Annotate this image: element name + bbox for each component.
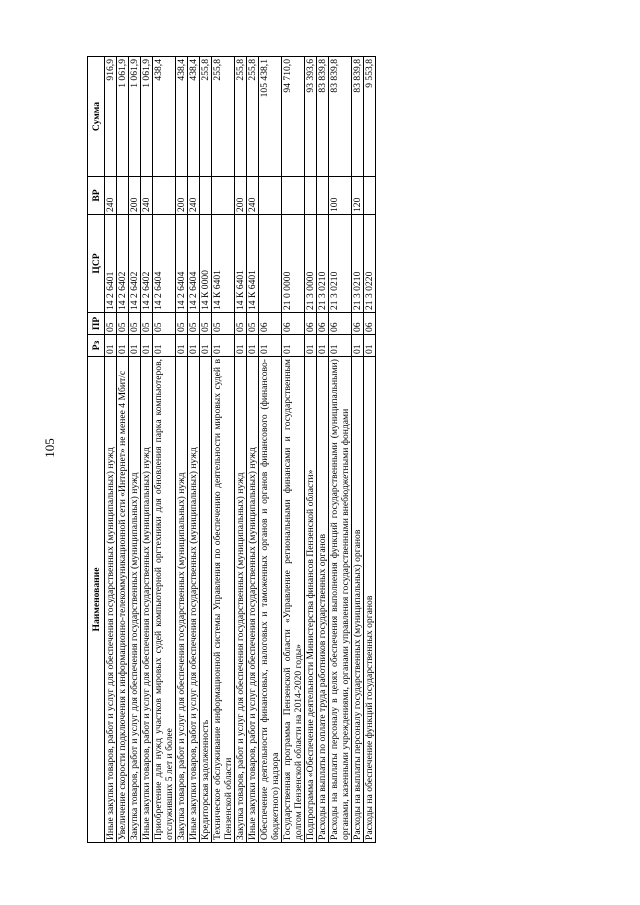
cell-sum: 9 553,8 xyxy=(364,57,376,177)
cell-vr xyxy=(305,177,317,215)
cell-sum: 255,8 xyxy=(235,57,247,177)
cell-csr: 14 К 6401 xyxy=(235,215,247,313)
table-row xyxy=(235,57,247,843)
cell-csr: 21 3 0210 xyxy=(317,215,329,313)
cell-pr: 05 xyxy=(235,313,247,335)
table-row xyxy=(305,57,317,843)
cell-vr: 200 xyxy=(129,177,141,215)
cell-name: Иные закупки товаров, работ и услуг для обеспечения государственных (муниципальных) нужд xyxy=(247,357,259,843)
cell-sum: 83 839,8 xyxy=(352,57,364,177)
cell-rz: 01 xyxy=(188,335,200,357)
cell-pr: 06 xyxy=(352,313,364,335)
table-row xyxy=(329,57,352,843)
cell-pr: 05 xyxy=(129,313,141,335)
cell-csr: 14 2 6402 xyxy=(141,215,153,313)
cell-pr: 05 xyxy=(105,313,117,335)
cell-sum: 916,9 xyxy=(105,57,117,177)
cell-sum: 93 393,6 xyxy=(305,57,317,177)
table-row xyxy=(141,57,153,843)
cell-pr: 05 xyxy=(212,313,235,335)
cell-csr: 14 2 6404 xyxy=(188,215,200,313)
table-body xyxy=(105,57,376,843)
cell-vr xyxy=(153,177,176,215)
cell-csr: 14 2 6404 xyxy=(176,215,188,313)
cell-csr: 14 К 0000 xyxy=(200,215,212,313)
cell-name: Кредиторская задолженность xyxy=(200,357,212,843)
header-sum: Сумма xyxy=(88,57,105,177)
cell-name: Расходы на обеспечение функций государственных органов xyxy=(364,357,376,843)
table-row xyxy=(200,57,212,843)
cell-rz: 01 xyxy=(305,335,317,357)
cell-vr: 240 xyxy=(188,177,200,215)
table-row xyxy=(153,57,176,843)
cell-vr: 120 xyxy=(352,177,364,215)
cell-pr: 05 xyxy=(153,313,176,335)
cell-name: Подпрограмма «Обеспечение деятельности Министерства финансов Пензенской области» xyxy=(305,357,317,843)
cell-vr xyxy=(259,177,282,215)
table-row xyxy=(259,57,282,843)
table-row xyxy=(117,57,129,843)
cell-rz: 01 xyxy=(117,335,129,357)
cell-csr: 14 2 6402 xyxy=(117,215,129,313)
cell-name: Иные закупки товаров, работ и услуг для обеспечения государственных (муниципальных) нужд xyxy=(188,357,200,843)
cell-rz: 01 xyxy=(212,335,235,357)
cell-sum: 438,4 xyxy=(153,57,176,177)
cell-pr: 05 xyxy=(247,313,259,335)
table-row xyxy=(105,57,117,843)
cell-csr: 14 2 6404 xyxy=(153,215,176,313)
header-vr: ВР xyxy=(88,177,105,215)
cell-sum: 1 061,9 xyxy=(129,57,141,177)
cell-rz: 01 xyxy=(235,335,247,357)
cell-pr: 06 xyxy=(305,313,317,335)
cell-vr xyxy=(212,177,235,215)
cell-vr: 200 xyxy=(235,177,247,215)
cell-sum: 105 438,1 xyxy=(259,57,282,177)
cell-rz: 01 xyxy=(176,335,188,357)
cell-name: Иные закупки товаров, работ и услуг для обеспечения государственных (муниципальных) нужд xyxy=(141,357,153,843)
cell-name: Приобретение для нужд участков мировых судей компьютерной оргтехники для обновления парка компьютеров, отслуживших 5 лет и более xyxy=(153,357,176,843)
cell-sum: 83 839,8 xyxy=(329,57,352,177)
cell-vr: 100 xyxy=(329,177,352,215)
cell-pr: 06 xyxy=(364,313,376,335)
cell-pr: 05 xyxy=(141,313,153,335)
cell-vr xyxy=(364,177,376,215)
cell-rz: 01 xyxy=(364,335,376,357)
header-pr: ПР xyxy=(88,313,105,335)
cell-vr xyxy=(317,177,329,215)
cell-sum: 1 061,9 xyxy=(117,57,129,177)
cell-pr: 06 xyxy=(317,313,329,335)
table-row xyxy=(129,57,141,843)
cell-sum: 255,8 xyxy=(200,57,212,177)
cell-vr: 240 xyxy=(105,177,117,215)
cell-pr: 05 xyxy=(117,313,129,335)
cell-csr xyxy=(259,215,282,313)
cell-rz: 01 xyxy=(317,335,329,357)
cell-name: Обеспечение деятельности финансовых, налоговых и таможенных органов и органов финансового (финансово-бюджетного) надзора xyxy=(259,357,282,843)
cell-csr: 21 3 0000 xyxy=(305,215,317,313)
cell-vr: 240 xyxy=(141,177,153,215)
cell-rz: 01 xyxy=(129,335,141,357)
cell-name: Закупка товаров, работ и услуг для обеспечения государственных (муниципальных) нужд xyxy=(129,357,141,843)
cell-csr: 14 К 6401 xyxy=(212,215,235,313)
cell-vr xyxy=(117,177,129,215)
cell-rz: 01 xyxy=(329,335,352,357)
table-row xyxy=(188,57,200,843)
cell-name: Техническое обслуживание информационной системы Управления по обеспечению деятельности мировых судей в Пензенской области xyxy=(212,357,235,843)
cell-csr: 21 3 0210 xyxy=(329,215,352,313)
budget-table xyxy=(87,56,376,843)
cell-name: Закупка товаров, работ и услуг для обеспечения государственных (муниципальных) нужд xyxy=(176,357,188,843)
table-row xyxy=(317,57,329,843)
cell-name: Увеличение скорости подключения к информационно-телекоммуникационной сети «Интернет» не менее 4 Мбит/с xyxy=(117,357,129,843)
cell-sum: 1 061,9 xyxy=(141,57,153,177)
cell-sum: 83 839,8 xyxy=(317,57,329,177)
cell-vr xyxy=(200,177,212,215)
rotated-table-container xyxy=(87,57,553,843)
cell-rz: 01 xyxy=(105,335,117,357)
cell-pr: 05 xyxy=(200,313,212,335)
cell-csr: 21 3 0210 xyxy=(352,215,364,313)
cell-pr: 05 xyxy=(176,313,188,335)
cell-name: Закупка товаров, работ и услуг для обеспечения государственных (муниципальных) нужд xyxy=(235,357,247,843)
header-csr: ЦСР xyxy=(88,215,105,313)
cell-sum: 438,4 xyxy=(176,57,188,177)
header-name: Наименование xyxy=(88,357,105,843)
cell-name: Расходы на выплаты персоналу государственных (муниципальных) органов xyxy=(352,357,364,843)
cell-pr: 06 xyxy=(329,313,352,335)
cell-rz: 01 xyxy=(141,335,153,357)
cell-csr: 21 3 0220 xyxy=(364,215,376,313)
cell-sum: 255,8 xyxy=(247,57,259,177)
cell-vr: 200 xyxy=(176,177,188,215)
header-rz: Рз xyxy=(88,335,105,357)
cell-pr: 06 xyxy=(259,313,282,335)
cell-sum: 94 710,0 xyxy=(282,57,305,177)
table-row xyxy=(352,57,364,843)
cell-pr: 06 xyxy=(282,313,305,335)
table-row xyxy=(364,57,376,843)
page-number: 105 xyxy=(42,438,57,458)
cell-rz: 01 xyxy=(282,335,305,357)
table-row xyxy=(247,57,259,843)
cell-sum: 255,8 xyxy=(212,57,235,177)
cell-name: Иные закупки товаров, работ и услуг для обеспечения государственных (муниципальных) нужд xyxy=(105,357,117,843)
table-header-row xyxy=(88,57,105,843)
cell-rz: 01 xyxy=(247,335,259,357)
cell-pr: 05 xyxy=(188,313,200,335)
cell-name: Государственная программа Пензенской области «Управление региональными финансами и государственным долгом Пензенской области на 2014-2020 годы» xyxy=(282,357,305,843)
cell-vr: 240 xyxy=(247,177,259,215)
cell-sum: 438,4 xyxy=(188,57,200,177)
cell-csr: 14 2 6401 xyxy=(105,215,117,313)
table-row xyxy=(282,57,305,843)
cell-rz: 01 xyxy=(259,335,282,357)
cell-rz: 01 xyxy=(200,335,212,357)
table-row xyxy=(176,57,188,843)
cell-name: Расходы на выплаты по оплате труда работников государственных органов xyxy=(317,357,329,843)
cell-csr: 14 2 6402 xyxy=(129,215,141,313)
cell-rz: 01 xyxy=(352,335,364,357)
table-row xyxy=(212,57,235,843)
cell-vr xyxy=(282,177,305,215)
cell-csr: 21 0 0000 xyxy=(282,215,305,313)
cell-name: Расходы на выплаты персоналу в целях обеспечения выполнения функций государственными (муниципальными) органами, казенными учреждениями, органами управления государственными внебюджетными фондами xyxy=(329,357,352,843)
cell-rz: 01 xyxy=(153,335,176,357)
cell-csr: 14 К 6401 xyxy=(247,215,259,313)
